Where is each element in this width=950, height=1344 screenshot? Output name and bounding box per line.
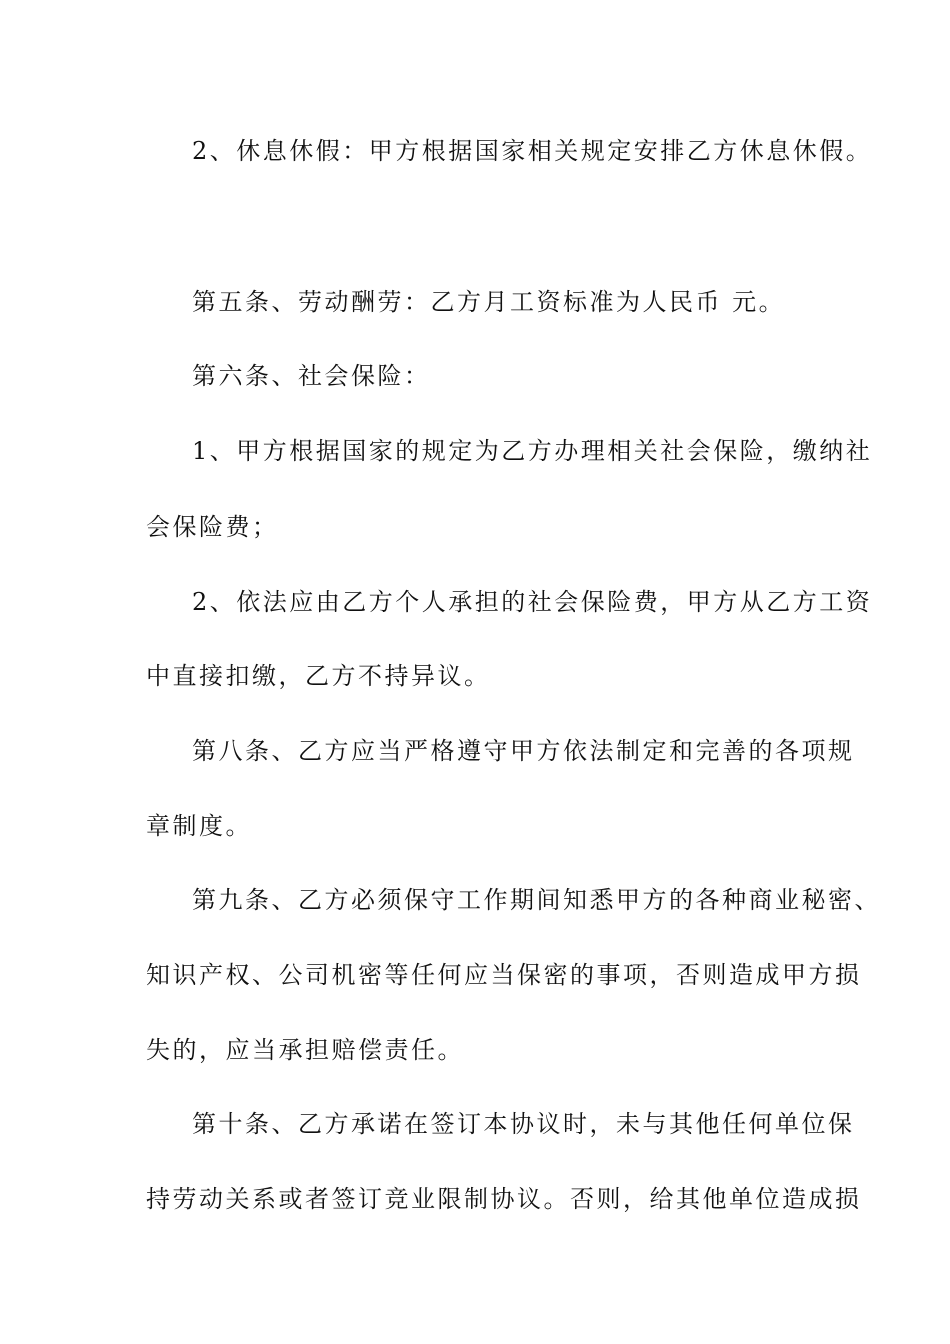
article-9-line-2: 知识产权、公司机密等任何应当保密的事项，否则造成甲方损 xyxy=(146,961,862,989)
article-6-heading: 第六条、社会保险： xyxy=(192,362,431,390)
article-5-remuneration: 第五条、劳动酬劳：乙方月工资标准为人民币 元。 xyxy=(192,288,786,316)
article-10-line-1: 第十条、乙方承诺在签订本协议时，未与其他任何单位保 xyxy=(192,1110,855,1138)
article-6-item-2-line-1: 2、依法应由乙方个人承担的社会保险费，甲方从乙方工资 xyxy=(192,588,873,616)
rest-leave-clause: 2、休息休假：甲方根据国家相关规定安排乙方休息休假。 xyxy=(192,137,873,165)
article-6-item-1-line-1: 1、甲方根据国家的规定为乙方办理相关社会保险，缴纳社 xyxy=(192,437,873,465)
article-9-line-3: 失的，应当承担赔偿责任。 xyxy=(146,1036,464,1064)
article-10-line-2: 持劳动关系或者签订竞业限制协议。否则，给其他单位造成损 xyxy=(146,1185,862,1213)
article-8-line-1: 第八条、乙方应当严格遵守甲方依法制定和完善的各项规 xyxy=(192,737,855,765)
article-9-line-1: 第九条、乙方必须保守工作期间知悉甲方的各种商业秘密、 xyxy=(192,886,881,914)
article-6-item-1-line-2: 会保险费； xyxy=(146,513,279,541)
article-8-line-2: 章制度。 xyxy=(146,812,252,840)
article-6-item-2-line-2: 中直接扣缴，乙方不持异议。 xyxy=(146,662,491,690)
